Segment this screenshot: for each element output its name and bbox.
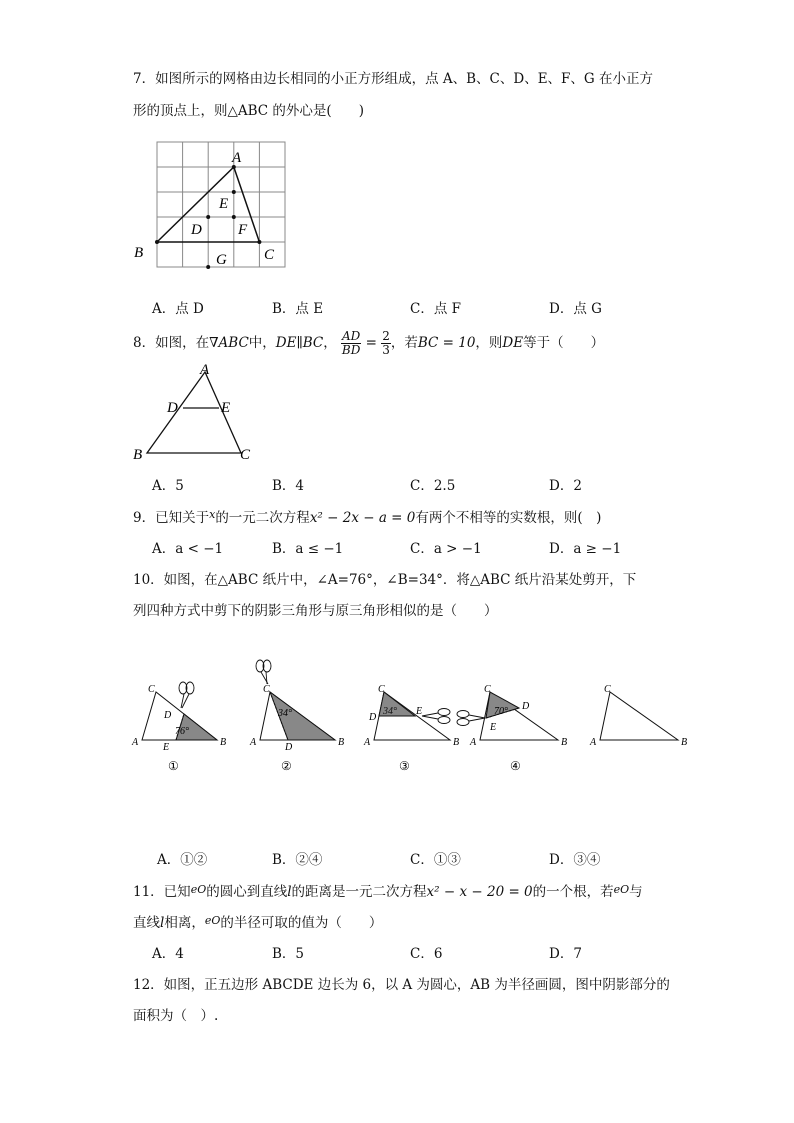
q11-option-d[interactable]: D．7 [549, 946, 582, 962]
q10-fig2-number: ② [281, 759, 292, 773]
q10-fig3-number: ③ [399, 759, 410, 773]
q10-figure-3 [363, 684, 459, 773]
q7-label-d: D [191, 222, 202, 238]
q12-stem-line2: 面积为（ ）. [133, 1008, 219, 1024]
q8-fraction-2-3: $\frac{2}{3}$ [382, 329, 390, 357]
q10-figure-1 [131, 682, 226, 773]
q7-option-c[interactable]: C．点 F [410, 301, 461, 317]
q10-fig1-label-e: E [163, 742, 170, 753]
q10-option-b[interactable]: B．②④ [272, 852, 323, 868]
q8-option-d[interactable]: D．2 [549, 478, 582, 494]
scissors-icon [457, 711, 485, 726]
q10-option-d[interactable]: D．③④ [549, 852, 601, 868]
q10-fig1-label-b: B [220, 737, 227, 748]
q10-fig4-label-b: B [561, 737, 568, 748]
q7-label-g: G [216, 252, 227, 268]
q10-fig2-label-d: D [285, 742, 293, 753]
q10-fig1-number: ① [168, 759, 179, 773]
q10-fig2-angle: 34° [278, 708, 292, 719]
q10-fig1-angle: 76° [175, 726, 189, 737]
q9-option-c[interactable]: C．a > −1 [410, 541, 482, 557]
q7-stem-line2: 形的顶点上，则△ABC 的外心是( ) [133, 103, 364, 119]
q8-label-a: A [200, 362, 210, 378]
q9-option-a[interactable]: A．a < −1 [152, 541, 224, 557]
q11-stem-line2: 直线l相离，$^{eO}$的半径可取的值为（ ） [133, 914, 383, 931]
q10-fig3-label-e: E [416, 706, 423, 717]
q7-label-f: F [238, 222, 248, 238]
q7-option-b[interactable]: B．点 E [272, 301, 324, 317]
q7-label-a: A [232, 150, 242, 166]
q8-label-c: C [240, 447, 251, 463]
q7-option-a[interactable]: A．点 D [152, 301, 204, 317]
scissors-icon [422, 709, 450, 724]
q10-fig2-label-c: C [263, 684, 270, 695]
q10-stem-line2: 列四种方式中剪下的阴影三角形与原三角形相似的是（ ） [133, 603, 498, 619]
q10-figures [128, 650, 698, 780]
scissors-icon [179, 682, 194, 708]
q10-fig4-angle: 70° [494, 706, 508, 717]
q10-option-a[interactable]: A．①② [157, 852, 208, 868]
q10-fig3-label-b: B [453, 737, 460, 748]
q10-fig4-label-d: D [522, 701, 530, 712]
q9-stem: 9．已知关于$^x$的一元二次方程x² − 2x − a = 0有两个不相等的实数根，则( ) [133, 508, 602, 526]
q10-stem-line1: 10．如图，在△ABC 纸片中，∠A=76°，∠B=34°．将△ABC 纸片沿某处剪开，下 [133, 572, 637, 588]
q11-option-a[interactable]: A．4 [152, 946, 184, 962]
q11-option-c[interactable]: C．6 [410, 946, 443, 962]
q10-orig-label-b: B [681, 737, 688, 748]
q7-label-b: B [134, 245, 144, 261]
q8-stem: 8．如图，在∇ABC中，DE∥BC， $\frac{AD}{BD}$ = $\frac{2}{3}$ ，若BC = 10，则DE等于（ ） [133, 329, 605, 357]
q9-option-b[interactable]: B．a ≤ −1 [272, 541, 344, 557]
q8-label-d: D [167, 400, 178, 416]
q10-fig3-label-c: C [378, 684, 385, 695]
q10-fig4-label-c: C [484, 684, 491, 695]
q7-label-c: C [264, 247, 275, 263]
q10-fig1-label-c: C [148, 684, 155, 695]
q10-figure-4 [457, 684, 567, 773]
q8-triangle-figure [130, 360, 260, 465]
q7-grid-figure [130, 140, 300, 280]
q10-figure-2 [249, 660, 344, 773]
q11-option-b[interactable]: B．5 [272, 946, 305, 962]
q11-stem-line1: 11．已知$^{eO}$的圆心到直线l的距离是一元二次方程x² − x − 20 = 0的一个根，若$^{eO}$与 [133, 883, 643, 900]
q8-fraction-ad-bd: $\frac{AD}{BD}$ [341, 329, 361, 357]
q10-fig1-label-d: D [164, 710, 172, 721]
q10-fig3-label-d: D [369, 712, 377, 723]
q10-fig1-label-a: A [132, 737, 139, 748]
q10-fig3-label-a: A [364, 737, 371, 748]
q8-option-c[interactable]: C．2.5 [410, 478, 456, 494]
q12-stem-line1: 12．如图，正五边形 ABCDE 边长为 6，以 A 为圆心，AB 为半径画圆，图中阴影部分的 [133, 977, 670, 993]
q7-stem-line1: 7．如图所示的网格由边长相同的小正方形组成，点 A、B、C、D、E、F、G 在小正方 [133, 71, 653, 87]
q10-fig2-label-b: B [338, 737, 345, 748]
q10-option-c[interactable]: C．①③ [410, 852, 461, 868]
scissors-icon [256, 660, 271, 684]
q10-original-triangle [589, 684, 687, 748]
q8-option-a[interactable]: A．5 [152, 478, 184, 494]
q9-option-d[interactable]: D．a ≥ −1 [549, 541, 622, 557]
q10-orig-label-a: A [590, 737, 597, 748]
q10-fig4-number: ④ [510, 759, 521, 773]
q8-label-e: E [221, 400, 231, 416]
q10-fig4-label-e: E [490, 722, 497, 733]
q10-fig2-label-a: A [250, 737, 257, 748]
q10-fig4-label-a: A [470, 737, 477, 748]
q10-fig3-angle: 34° [383, 706, 397, 717]
q8-label-b: B [133, 447, 143, 463]
q8-option-b[interactable]: B．4 [272, 478, 305, 494]
q10-orig-label-c: C [604, 684, 611, 695]
q7-option-d[interactable]: D．点 G [549, 301, 602, 317]
q7-label-e: E [219, 196, 229, 212]
